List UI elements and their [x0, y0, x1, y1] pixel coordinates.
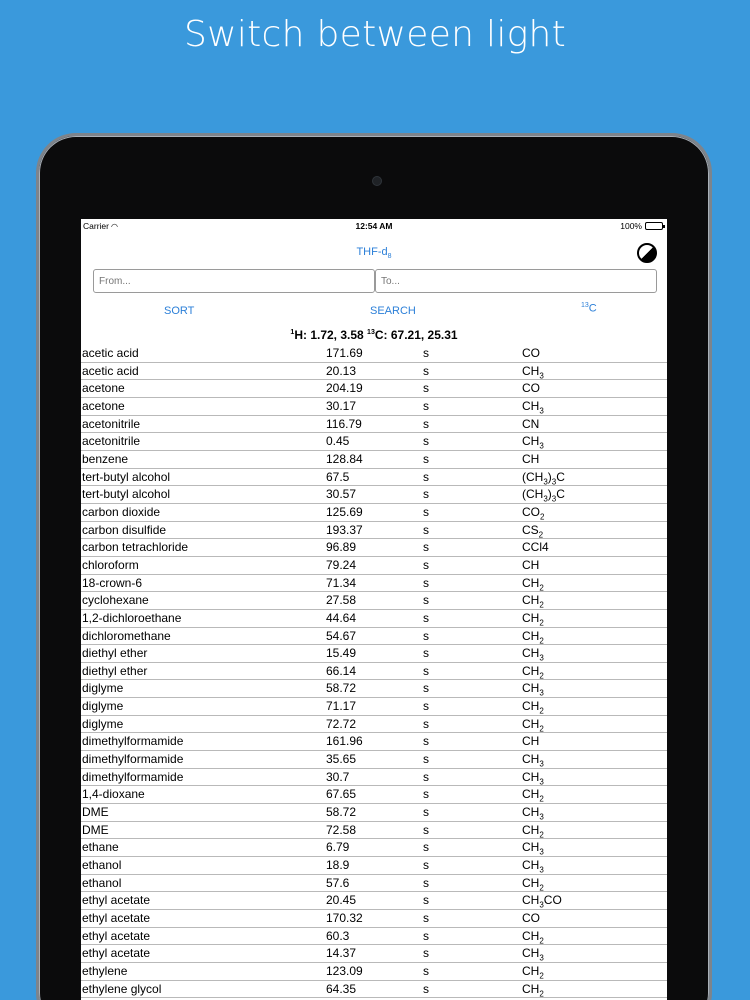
nucleus-toggle-button[interactable]: [581, 302, 597, 315]
assignment-group: $CH_2$: [522, 787, 544, 804]
battery-indicator: [620, 221, 663, 231]
compound-name: dimethylformamide: [82, 752, 184, 767]
assignment-group: $CH_3$: [522, 805, 544, 822]
chemical-shift: 125.69: [326, 504, 363, 519]
chemical-shift: 193.37: [326, 522, 363, 537]
table-row[interactable]: [81, 839, 667, 857]
assignment-group: $CH_2$: [522, 699, 544, 716]
solvent-summary: [81, 325, 667, 345]
chemical-shift: 30.7: [326, 769, 350, 784]
to-input[interactable]: [375, 269, 657, 293]
range-filter: [81, 269, 667, 295]
assignment-group: $CH_2$: [522, 981, 544, 999]
compound-name: 1,4-dioxane: [82, 787, 145, 802]
assignment-group: $CH_3$: [522, 769, 544, 787]
assignment-group: $CH_3$: [522, 363, 544, 381]
multiplicity: s: [423, 540, 429, 555]
table-row[interactable]: [81, 645, 667, 663]
table-row[interactable]: [81, 486, 667, 504]
multiplicity: s: [423, 752, 429, 767]
compound-name: 18-crown-6: [82, 575, 143, 590]
table-row[interactable]: [81, 451, 667, 469]
assignment-group: $CH_2$: [522, 610, 544, 628]
assignment-group: $CO_2$: [522, 504, 545, 522]
compound-name: diglyme: [82, 716, 124, 731]
chemical-shift: 79.24: [326, 557, 357, 572]
table-row[interactable]: [81, 804, 667, 822]
multiplicity: s: [423, 522, 429, 537]
compound-name: ethyl acetate: [82, 928, 151, 943]
title-bar: [81, 233, 667, 269]
assignment-group: $CH_2$: [522, 875, 544, 893]
multiplicity: s: [423, 840, 429, 855]
compound-name: chloroform: [82, 557, 139, 572]
compound-name: tert-butyl alcohol: [82, 469, 171, 484]
chemical-shift: 14.37: [326, 946, 357, 961]
table-row[interactable]: [81, 928, 667, 946]
assignment-group: CH: [522, 451, 540, 466]
chemical-shift: 58.72: [326, 681, 357, 696]
table-row[interactable]: [81, 433, 667, 451]
compound-name: diglyme: [82, 681, 124, 696]
wifi-icon: ◠: [110, 222, 118, 231]
chemical-shift: 58.72: [326, 805, 357, 820]
chemical-shift: 30.57: [326, 487, 357, 502]
multiplicity: s: [423, 787, 429, 802]
action-bar: [81, 295, 667, 325]
assignment-group: $(CH_3)_3C$: [522, 487, 565, 504]
table-row[interactable]: [81, 398, 667, 416]
assignment-group: $CH_3$: [522, 681, 544, 698]
chemical-shift: 15.49: [326, 646, 357, 661]
chemical-shift: 170.32: [326, 911, 363, 925]
multiplicity: s: [423, 575, 429, 590]
from-input[interactable]: [93, 269, 375, 293]
multiplicity: s: [423, 628, 429, 643]
table-row[interactable]: [81, 363, 667, 381]
multiplicity: s: [423, 699, 429, 714]
chemical-shift: 20.13: [326, 363, 357, 378]
solvent-name: THF-d: [356, 246, 388, 258]
app-screen: [81, 219, 667, 1000]
chemical-shift: 60.3: [326, 928, 350, 943]
multiplicity: s: [423, 769, 429, 784]
compound-name: ethanol: [82, 858, 122, 873]
chemical-shift: 204.19: [326, 381, 363, 396]
multiplicity: s: [423, 363, 429, 378]
chemical-shift: 0.45: [326, 434, 350, 449]
compound-name: acetone: [82, 381, 125, 396]
multiplicity: s: [423, 610, 429, 625]
compound-name: ethyl acetate: [82, 893, 151, 908]
table-row[interactable]: [81, 981, 667, 999]
compound-name: ethane: [82, 840, 119, 855]
compound-name: ethyl acetate: [82, 911, 151, 925]
assignment-group: $CH_3$: [522, 434, 544, 451]
multiplicity: s: [423, 981, 429, 996]
chemical-shift: 72.72: [326, 716, 357, 731]
multiplicity: s: [423, 381, 429, 396]
chemical-shift: 72.58: [326, 822, 357, 837]
multiplicity: s: [423, 416, 429, 431]
table-row[interactable]: [81, 469, 667, 487]
compound-name: diglyme: [82, 699, 124, 714]
chemical-shift: 20.45: [326, 893, 357, 908]
assignment-group: CO: [522, 911, 540, 925]
assignment-group: $CH_3$: [522, 858, 544, 875]
chemical-shift: 6.79: [326, 840, 350, 855]
nucleus-mass: 13: [581, 302, 589, 309]
assignment-group: CH: [522, 557, 540, 572]
table-row[interactable]: [81, 875, 667, 893]
solvent-title[interactable]: [81, 246, 667, 260]
compound-name: dimethylformamide: [82, 769, 184, 784]
table-row[interactable]: [81, 857, 667, 875]
compound-name: acetic acid: [82, 346, 139, 360]
table-row[interactable]: [81, 610, 667, 628]
table-row[interactable]: [81, 539, 667, 557]
chemical-shift: 30.17: [326, 398, 357, 413]
table-row[interactable]: [81, 416, 667, 434]
assignment-group: $CH_3$: [522, 946, 544, 963]
compound-name: ethylene: [82, 963, 128, 978]
table-row[interactable]: [81, 575, 667, 593]
assignment-group: $(CH_3)_3C$: [522, 469, 565, 486]
multiplicity: s: [423, 434, 429, 449]
chemical-shift: 96.89: [326, 540, 357, 555]
table-row[interactable]: [81, 769, 667, 787]
promo-headline: Switch between light: [183, 14, 567, 55]
multiplicity: s: [423, 593, 429, 608]
assignment-group: CCl4: [522, 540, 549, 555]
compound-name: ethanol: [82, 875, 122, 890]
assignment-group: $CH_3$: [522, 646, 544, 663]
table-row[interactable]: [81, 822, 667, 840]
table-row[interactable]: [81, 680, 667, 698]
c-mass: 13: [367, 329, 375, 336]
multiplicity: s: [423, 487, 429, 502]
carrier-text: Carrier: [83, 221, 109, 231]
h-shifts: H: 1.72, 3.58: [294, 328, 368, 342]
assignment-group: $CH_3$: [522, 398, 544, 416]
compound-name: DME: [82, 822, 109, 837]
chemical-shift: 123.09: [326, 963, 363, 978]
table-row[interactable]: [81, 504, 667, 522]
camera-icon: [372, 176, 382, 186]
compound-name: acetonitrile: [82, 434, 141, 449]
multiplicity: s: [423, 858, 429, 873]
table-row[interactable]: [81, 751, 667, 769]
multiplicity: s: [423, 875, 429, 890]
assignment-group: $CH_3$: [522, 840, 544, 857]
assignment-group: $CH_2$: [522, 575, 544, 592]
chemical-shift: 64.35: [326, 981, 357, 996]
table-row[interactable]: [81, 892, 667, 910]
compound-name: dichloromethane: [82, 628, 171, 643]
multiplicity: s: [423, 469, 429, 484]
table-row[interactable]: [81, 963, 667, 981]
assignment-group: CN: [522, 416, 540, 431]
compound-name: acetone: [82, 398, 125, 413]
compound-name: acetic acid: [82, 363, 139, 378]
table-row[interactable]: [81, 945, 667, 963]
assignment-group: $CH_2$: [522, 716, 544, 734]
battery-percent: 100%: [620, 221, 642, 231]
compound-name: ethylene glycol: [82, 981, 162, 996]
chemical-shift: 71.34: [326, 575, 357, 590]
table-row[interactable]: [81, 716, 667, 734]
table-row[interactable]: [81, 733, 667, 751]
chemical-shift: 44.64: [326, 610, 357, 625]
assignment-group: $CH_2$: [522, 963, 544, 981]
table-row[interactable]: [81, 557, 667, 575]
compound-name: diethyl ether: [82, 646, 148, 661]
chemical-shift: 27.58: [326, 593, 357, 608]
c-shifts: C: 67.21, 25.31: [374, 328, 458, 342]
assignment-group: $CH_2$: [522, 628, 544, 645]
table-row[interactable]: [81, 663, 667, 681]
multiplicity: s: [423, 963, 429, 978]
assignment-group: CH: [522, 734, 540, 749]
multiplicity: s: [423, 398, 429, 413]
compound-name: DME: [82, 805, 109, 820]
compound-name: carbon disulfide: [82, 522, 167, 537]
table-row[interactable]: [81, 345, 667, 363]
multiplicity: s: [423, 451, 429, 466]
multiplicity: s: [423, 646, 429, 661]
multiplicity: s: [423, 346, 429, 360]
compound-name: benzene: [82, 451, 129, 466]
table-row[interactable]: [81, 786, 667, 804]
solvent-subscript: 8: [387, 253, 392, 261]
table-row[interactable]: [81, 698, 667, 716]
chemical-shift: 71.17: [326, 699, 357, 714]
multiplicity: s: [423, 557, 429, 572]
search-button[interactable]: SEARCH: [370, 305, 416, 317]
chemical-shift: 171.69: [326, 346, 363, 360]
assignment-group: $CH_3$: [522, 752, 544, 769]
assignment-group: $CH_2$: [522, 822, 544, 840]
battery-icon: [645, 222, 663, 230]
assignment-group: $CH_2$: [522, 663, 544, 681]
chemical-shift: 54.67: [326, 628, 357, 643]
compound-name: carbon tetrachloride: [82, 540, 189, 555]
assignment-group: $CH_3CO$: [522, 893, 562, 910]
compound-name: acetonitrile: [82, 416, 141, 431]
assignment-group: CO: [522, 381, 540, 396]
compound-name: dimethylformamide: [82, 734, 184, 749]
chemical-shift: 57.6: [326, 875, 350, 890]
compound-name: carbon dioxide: [82, 504, 161, 519]
compound-name: 1,2-dichloroethane: [82, 610, 182, 625]
chemical-shift: 66.14: [326, 663, 357, 678]
chemical-shift: 116.79: [326, 416, 362, 431]
status-time: 12:54 AM: [355, 221, 393, 231]
h-mass: 1: [290, 329, 295, 336]
assignment-group: $CH_2$: [522, 593, 544, 610]
multiplicity: s: [423, 805, 429, 820]
chemical-shift: 128.84: [326, 451, 363, 466]
table-row[interactable]: [81, 592, 667, 610]
multiplicity: s: [423, 928, 429, 943]
compound-name: ethyl acetate: [82, 946, 151, 961]
multiplicity: s: [423, 716, 429, 731]
table-row[interactable]: [81, 380, 667, 398]
chemical-shift: 18.9: [326, 858, 350, 873]
chemical-shift: 35.65: [326, 752, 357, 767]
assignment-group: $CH_2$: [522, 928, 544, 946]
shift-table: [81, 345, 667, 998]
assignment-group: $CS_2$: [522, 522, 544, 539]
compound-name: tert-butyl alcohol: [82, 487, 171, 502]
chemical-shift: 67.5: [326, 469, 350, 484]
table-row[interactable]: [81, 910, 667, 928]
table-row[interactable]: [81, 628, 667, 646]
multiplicity: s: [423, 911, 429, 925]
multiplicity: s: [423, 681, 429, 696]
compound-name: cyclohexane: [82, 593, 149, 608]
nucleus-symbol: C: [588, 302, 597, 315]
status-bar: [81, 219, 667, 233]
chemical-shift: 67.65: [326, 787, 357, 802]
multiplicity: s: [423, 893, 429, 908]
multiplicity: s: [423, 504, 429, 519]
assignment-group: CO: [522, 346, 540, 360]
table-row[interactable]: [81, 522, 667, 540]
multiplicity: s: [423, 734, 429, 749]
sort-button[interactable]: SORT: [164, 305, 195, 317]
multiplicity: s: [423, 946, 429, 961]
theme-toggle-icon[interactable]: [637, 243, 657, 263]
chemical-shift: 161.96: [326, 734, 363, 749]
multiplicity: s: [423, 663, 429, 678]
multiplicity: s: [423, 822, 429, 837]
compound-name: diethyl ether: [82, 663, 148, 678]
